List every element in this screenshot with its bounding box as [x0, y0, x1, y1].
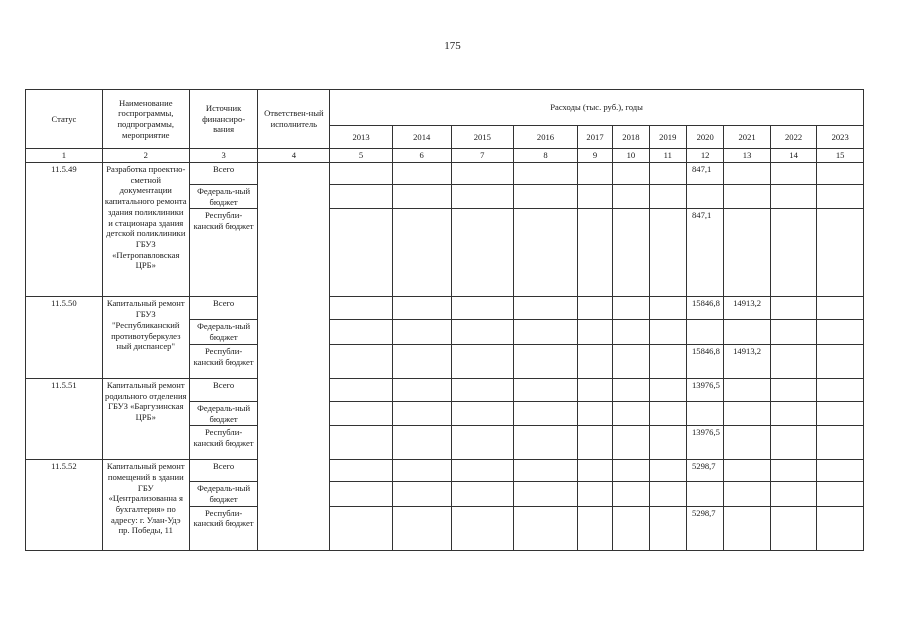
header-year: 2013	[330, 126, 393, 149]
table-row	[26, 378, 864, 401]
header-year: 2020	[686, 126, 723, 149]
source-cell: Всего	[189, 460, 258, 482]
header-expenses: Расходы (тыс. руб.), годы	[330, 90, 864, 126]
header-year: 2019	[649, 126, 686, 149]
column-numbers-row	[26, 149, 864, 163]
status-cell: 11.5.52	[26, 460, 103, 550]
header-executor: Ответствен-ный исполнитель	[258, 90, 330, 149]
column-number: 1	[26, 149, 103, 163]
value-cell: 14913,2	[724, 297, 770, 320]
column-number: 11	[649, 149, 686, 163]
column-number: 10	[613, 149, 649, 163]
column-number: 8	[514, 149, 578, 163]
value-cell: 14913,2	[724, 344, 770, 378]
column-number: 4	[258, 149, 330, 163]
column-number: 7	[451, 149, 514, 163]
header-year: 2022	[770, 126, 816, 149]
status-cell: 11.5.50	[26, 297, 103, 378]
value-cell: 847,1	[686, 209, 723, 297]
value-cell: 13976,5	[686, 378, 723, 401]
measure-name-cell: Капитальный ремонт родильного отделения ГБУЗ «Баргузинская ЦРБ»	[102, 378, 189, 459]
source-cell: Федераль-ный бюджет	[189, 185, 258, 209]
source-cell: Всего	[189, 163, 258, 185]
column-number: 13	[724, 149, 770, 163]
source-cell: Федераль-ный бюджет	[189, 320, 258, 344]
source-cell: Республи-канский бюджет	[189, 344, 258, 378]
table-row	[26, 163, 864, 185]
column-number: 12	[686, 149, 723, 163]
header-year: 2015	[451, 126, 514, 149]
column-number: 3	[189, 149, 258, 163]
column-number: 15	[817, 149, 864, 163]
header-year: 2016	[514, 126, 578, 149]
header-year: 2023	[817, 126, 864, 149]
column-number: 6	[392, 149, 451, 163]
expenses-table	[25, 89, 864, 551]
measure-name-cell: Капитальный ремонт ГБУЗ "Республиканский противотуберкулез ный диспансер"	[102, 297, 189, 378]
source-cell: Всего	[189, 378, 258, 401]
source-cell: Федераль-ный бюджет	[189, 401, 258, 425]
status-cell: 11.5.51	[26, 378, 103, 459]
header-name: Наименование госпрограммы, подпрограммы, мероприятие	[102, 90, 189, 149]
executor-cell	[258, 163, 330, 551]
value-cell: 15846,8	[686, 344, 723, 378]
source-cell: Республи-канский бюджет	[189, 209, 258, 297]
page-number: 175	[444, 40, 461, 52]
header-year: 2018	[613, 126, 649, 149]
header-source: Источник финансиро-вания	[189, 90, 258, 149]
table-row	[26, 460, 864, 482]
header-year: 2017	[577, 126, 612, 149]
source-cell: Республи-канский бюджет	[189, 506, 258, 550]
column-number: 2	[102, 149, 189, 163]
value-cell: 13976,5	[686, 426, 723, 460]
header-year: 2021	[724, 126, 770, 149]
status-cell: 11.5.49	[26, 163, 103, 297]
column-number: 5	[330, 149, 393, 163]
header-year: 2014	[392, 126, 451, 149]
source-cell: Республи-канский бюджет	[189, 426, 258, 460]
source-cell: Федераль-ный бюджет	[189, 482, 258, 506]
value-cell: 15846,8	[686, 297, 723, 320]
value-cell: 847,1	[686, 163, 723, 185]
header-status: Статус	[26, 90, 103, 149]
source-cell: Всего	[189, 297, 258, 320]
column-number: 9	[577, 149, 612, 163]
column-number: 14	[770, 149, 816, 163]
measure-name-cell: Капитальный ремонт помещений в здании ГБУ «Централизованна я бухгалтерия» по адресу: г. Улан-Удэ пр. Победы, 11	[102, 460, 189, 550]
header-row	[26, 90, 864, 126]
table-row	[26, 297, 864, 320]
measure-name-cell: Разработка проектно-сметной документации капитального ремонта здания поликлиники и стационара здания детской поликлиники ГБУЗ «Петропавловская ЦРБ»	[102, 163, 189, 297]
value-cell: 5298,7	[686, 460, 723, 482]
value-cell: 5298,7	[686, 506, 723, 550]
